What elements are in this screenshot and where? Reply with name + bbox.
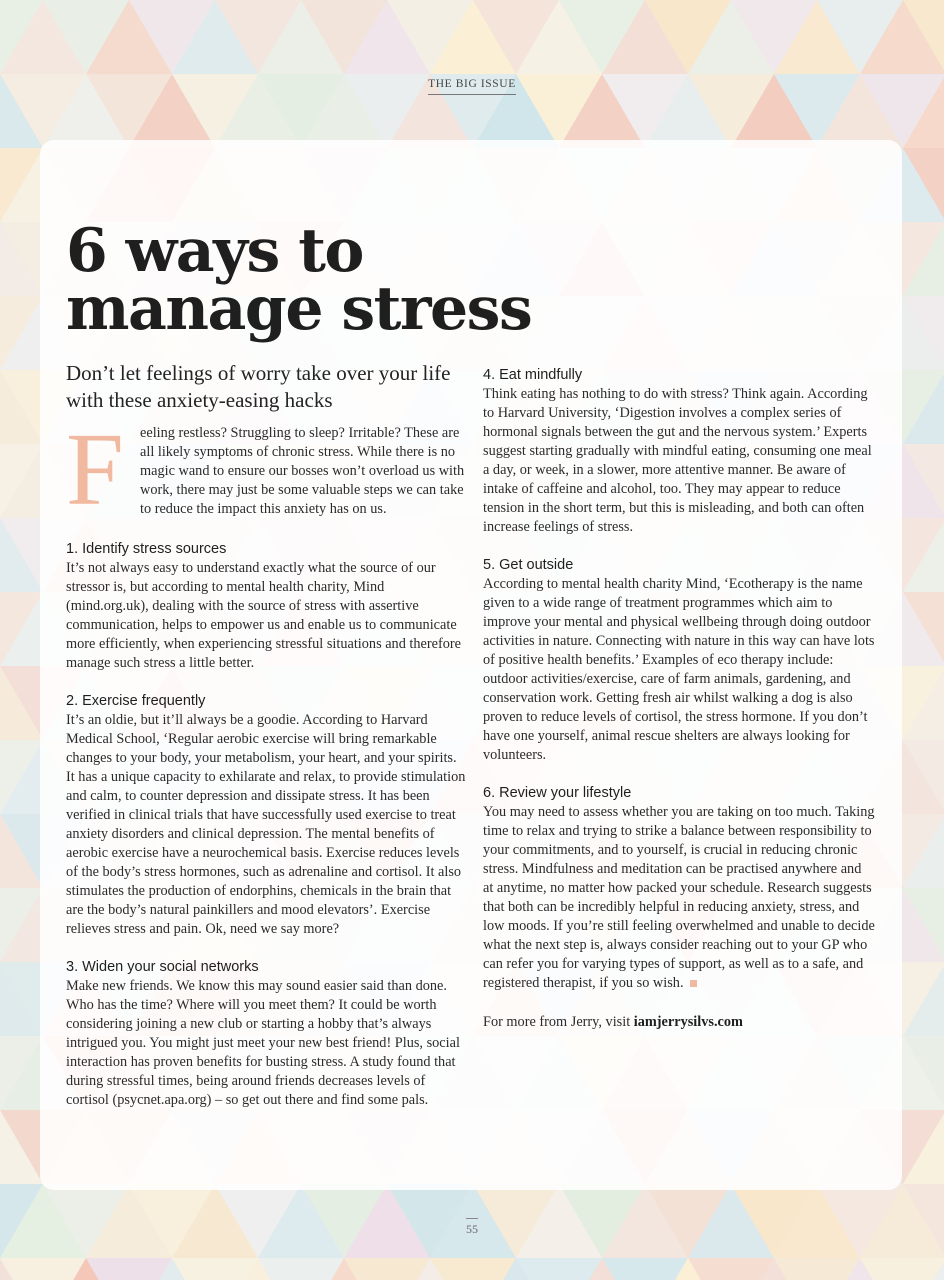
background-triangle bbox=[258, 1258, 344, 1280]
intro-text: eeling restless? Struggling to sleep? Irritable? These are all likely symptoms of chronic stress. While there is no magic wand to ensure our bosses won’t overload us with work, there may just be some valuable steps we can take to reduce the impact this anxiety has on us. bbox=[140, 425, 465, 517]
title-line-1: 6 ways to bbox=[66, 216, 363, 286]
background-triangle bbox=[86, 1258, 172, 1280]
article-title bbox=[66, 216, 532, 344]
page-number-label: 55 bbox=[466, 1218, 478, 1237]
section-identify-stress-sources bbox=[66, 539, 466, 673]
section-body: Think eating has nothing to do with stress? Think again. According to Harvard University, ‘Digestion involves a complex series of hormonal signals between the gut and the nervous system.’ Experts suggest starting gradually with mindful eating, consuming one meal a day, or week, in a slower, more attentive manner. Be aware of intake of caffeine and alcohol, too. They may appear to reduce tension in the short term, but this is misleading, and both can often increase feelings of stress. bbox=[483, 386, 872, 535]
author-credit bbox=[483, 1013, 875, 1032]
right-column bbox=[483, 365, 875, 1032]
left-column bbox=[66, 412, 466, 1128]
section-widen-social-networks bbox=[66, 957, 466, 1110]
section-heading: 1. Identify stress sources bbox=[66, 541, 227, 557]
section-heading: 2. Exercise frequently bbox=[66, 693, 206, 709]
standfirst: Don’t let feelings of worry take over your life with these anxiety-easing hacks bbox=[66, 361, 451, 412]
section-eat-mindfully bbox=[483, 365, 875, 537]
title-line-2: manage stress bbox=[66, 274, 532, 344]
section-get-outside bbox=[483, 555, 875, 765]
section-heading: 3. Widen your social networks bbox=[66, 959, 259, 975]
section-body: Make new friends. We know this may sound easier said than done. Who has the time? Where will you meet them? It could be worth considering joining a new club or starting a hobby that’s always intrigued you. You might just meet your new best friend! Plus, social interaction has proven benefits for busting stress. A study found that during stressful times, being around friends decreases levels of cortisol (psycnet.apa.org) – so get out there and find some pals. bbox=[66, 978, 460, 1108]
background-triangle bbox=[516, 1258, 602, 1280]
section-body bbox=[483, 803, 875, 993]
page-number bbox=[0, 1218, 944, 1237]
end-of-article-square-icon bbox=[690, 980, 697, 987]
section-body: It’s an oldie, but it’ll always be a goodie. According to Harvard Medical School, ‘Regular aerobic exercise will bring remarkable changes to your body, your metabolism, your heart, and your spirits. It has a unique capacity to exhilarate and relax, to provide stimulation and calm, to counter depression and dissipate stress. It has been verified in clinical trials that have successfully used exercise to treat anxiety disorders and clinical depression. The mental benefits of aerobic exercise have a neurochemical basis. Exercise reduces levels of the body’s stress hormones, such as adrenaline and cortisol. It also stimulates the production of endorphins, chemicals in the brain that are the body’s natural painkillers and mood elevators’. Exercise relieves stress and pain. Ok, need we say more? bbox=[66, 712, 466, 937]
background-triangle bbox=[344, 1258, 430, 1280]
section-heading: 6. Review your lifestyle bbox=[483, 785, 632, 801]
author-website-link[interactable]: iamjerrysilvs.com bbox=[633, 1014, 743, 1030]
background-triangle bbox=[172, 1258, 258, 1280]
running-head bbox=[0, 78, 944, 95]
drop-cap: F bbox=[66, 412, 124, 527]
author-credit-prefix: For more from Jerry, visit bbox=[483, 1014, 634, 1030]
section-body-text: You may need to assess whether you are taking on too much. Taking time to relax and trying to strike a balance between responsibility to your commitments, and to yourself, is crucial in reducing chronic stress. Mindfulness and meditation can be practised anywhere and at anytime, no matter how packed your schedule. Research suggests that both can be incredibly helpful in reducing anxiety, stress, and low moods. If you’re still feeling overwhelmed and unable to decide what the next step is, always consider reaching out to your GP who can refer you for varying types of support, as well as to a safe, and registered therapist, if you so wish. bbox=[483, 804, 875, 991]
section-body: It’s not always easy to understand exactly what the source of our stressor is, but according to mental health charity, Mind (mind.org.uk), dealing with the source of stress with assertive communication, helps to empower us and enable us to communicate more efficiently, when experiencing stressful situations and therefore manage such stress a little better. bbox=[66, 560, 462, 671]
section-review-lifestyle bbox=[483, 783, 875, 993]
background-triangle bbox=[0, 1258, 86, 1280]
section-heading: 5. Get outside bbox=[483, 557, 574, 573]
section-exercise-frequently bbox=[66, 691, 466, 939]
section-heading: 4. Eat mindfully bbox=[483, 367, 583, 383]
background-triangle bbox=[430, 1258, 516, 1280]
intro-paragraph bbox=[66, 412, 466, 527]
background-triangle bbox=[688, 1258, 774, 1280]
background-triangle bbox=[602, 1258, 688, 1280]
running-head-label: THE BIG ISSUE bbox=[428, 78, 516, 95]
background-triangle bbox=[860, 1258, 944, 1280]
section-body: According to mental health charity Mind, ‘Ecotherapy is the name given to a wide range of treatment programmes which aim to improve your mental and physical wellbeing through doing outdoor activities in nature. Connecting with nature in this way can have lots of positive health benefits.’ Examples of eco therapy include: outdoor activities/exercise, care of farm animals, gardening, and conservation work. Getting fresh air whilst walking a dog is also proven to reduce levels of cortisol, the stress hormone. If you don’t have one yourself, animal rescue shelters are always looking for volunteers. bbox=[483, 576, 875, 763]
background-triangle bbox=[774, 1258, 860, 1280]
